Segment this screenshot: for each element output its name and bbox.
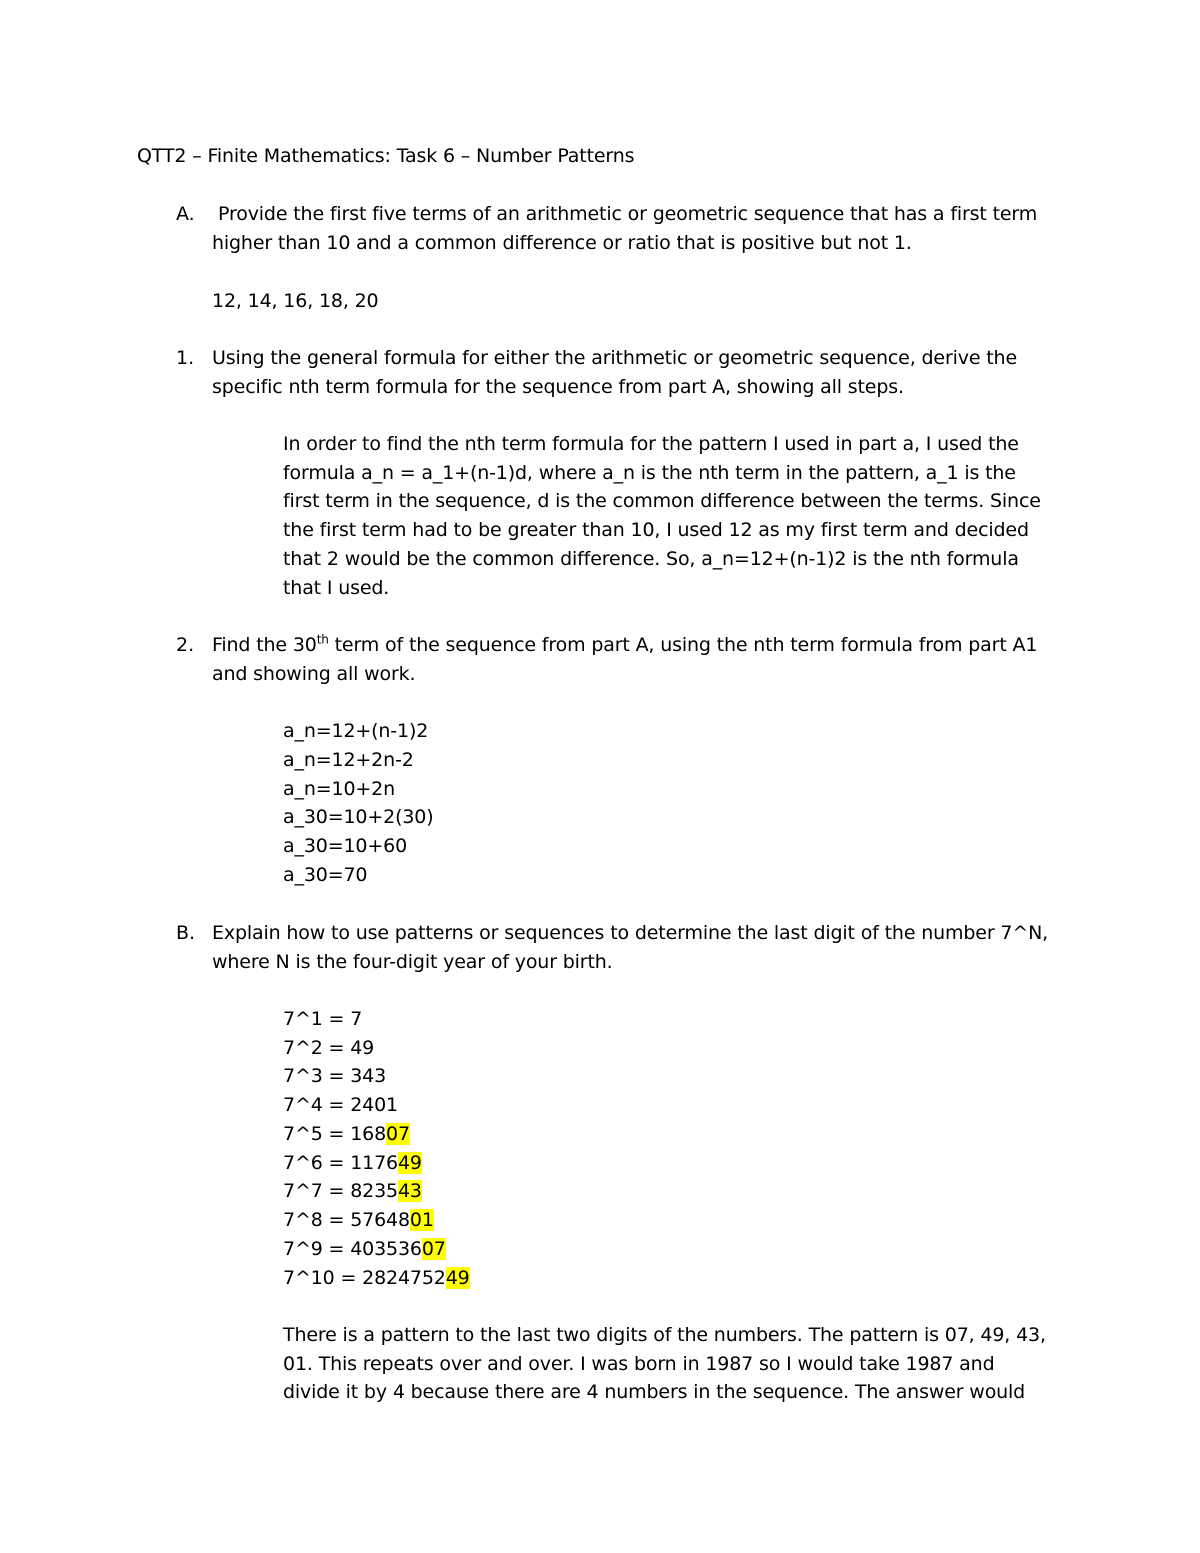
power-row [283, 1235, 446, 1264]
power-value: 7^5 = 168 [283, 1123, 387, 1145]
section-b-explanation-line: 01. This repeats over and over. I was born in 1987 so I would take 1987 and [283, 1353, 995, 1375]
power-row [283, 1206, 434, 1235]
document-title: QTT2 – Finite Mathematics: Task 6 – Number Patterns [137, 145, 635, 167]
section-a-marker: A. [176, 203, 195, 225]
highlighted-digits: 07 [386, 1123, 410, 1145]
section-a-answer: 12, 14, 16, 18, 20 [212, 290, 379, 312]
section-a-prompt-line-2: higher than 10 and a common difference or ratio that is positive but not 1. [212, 232, 912, 254]
section-b-marker: B. [176, 922, 196, 944]
highlighted-digits: 49 [397, 1152, 422, 1174]
highlighted-digits: 01 [409, 1209, 434, 1231]
item-2-prompt-line-1 [212, 631, 1037, 660]
power-value: 7^1 = 7 [283, 1008, 363, 1030]
power-value: 7^8 = 57648 [283, 1209, 410, 1231]
item-2-prompt-line-2: and showing all work. [212, 663, 416, 685]
power-row [283, 1062, 386, 1091]
item-1-marker: 1. [176, 347, 195, 369]
power-row [283, 1005, 362, 1034]
highlighted-digits: 07 [421, 1238, 446, 1260]
item-2-work-line: a_n=12+2n-2 [283, 749, 414, 771]
highlighted-digits: 43 [397, 1180, 422, 1202]
item-1-prompt-line-2: specific nth term formula for the sequence from part A, showing all steps. [212, 376, 904, 398]
power-value: 7^6 = 1176 [283, 1152, 398, 1174]
item-1-answer-line: that I used. [283, 577, 390, 599]
item-2-work-line: a_30=10+2(30) [283, 806, 434, 828]
power-value: 7^3 = 343 [283, 1065, 387, 1087]
power-row [283, 1120, 410, 1149]
power-value: 7^10 = 2824752 [283, 1267, 446, 1289]
power-value: 7^2 = 49 [283, 1037, 375, 1059]
section-b-explanation-line: divide it by 4 because there are 4 numbers in the sequence. The answer would [283, 1381, 1026, 1403]
power-value: 7^9 = 403536 [283, 1238, 422, 1260]
item-2-work-line: a_30=10+60 [283, 835, 408, 857]
item-2-prompt-post: term of the sequence from part A, using the nth term formula from part A1 [328, 634, 1038, 656]
power-row [283, 1177, 422, 1206]
item-2-work-line: a_n=12+(n-1)2 [283, 720, 429, 742]
item-1-answer-line: formula a_n = a_1+(n-1)d, where a_n is the nth term in the pattern, a_1 is the [283, 462, 1016, 484]
item-1-answer-line: that 2 would be the common difference. So, a_n=12+(n-1)2 is the nth formula [283, 548, 1019, 570]
item-1-prompt-line-1: Using the general formula for either the arithmetic or geometric sequence, derive the [212, 347, 1017, 369]
power-value: 7^4 = 2401 [283, 1094, 398, 1116]
item-1-answer-line: first term in the sequence, d is the common difference between the terms. Since [283, 490, 1041, 512]
item-2-prompt-superscript: th [316, 632, 329, 647]
power-row [283, 1264, 470, 1293]
item-1-answer-line: In order to find the nth term formula for the pattern I used in part a, I used the [283, 433, 1019, 455]
item-2-work-line: a_30=70 [283, 864, 368, 886]
section-b-explanation-line: There is a pattern to the last two digits of the numbers. The pattern is 07, 49, 43, [283, 1324, 1046, 1346]
power-row [283, 1091, 398, 1120]
item-2-prompt-pre: Find the 30 [212, 634, 317, 656]
power-row [283, 1034, 374, 1063]
item-1-answer-line: the first term had to be greater than 10, I used 12 as my first term and decided [283, 519, 1029, 541]
power-row [283, 1149, 422, 1178]
item-2-work-line: a_n=10+2n [283, 778, 395, 800]
section-b-prompt-line-1: Explain how to use patterns or sequences to determine the last digit of the number 7^N, [212, 922, 1049, 944]
highlighted-digits: 49 [445, 1267, 470, 1289]
section-a-prompt-line-1: Provide the first five terms of an arithmetic or geometric sequence that has a first term [218, 203, 1038, 225]
section-b-prompt-line-2: where N is the four-digit year of your birth. [212, 951, 613, 973]
power-value: 7^7 = 8235 [283, 1180, 398, 1202]
item-2-marker: 2. [176, 634, 195, 656]
